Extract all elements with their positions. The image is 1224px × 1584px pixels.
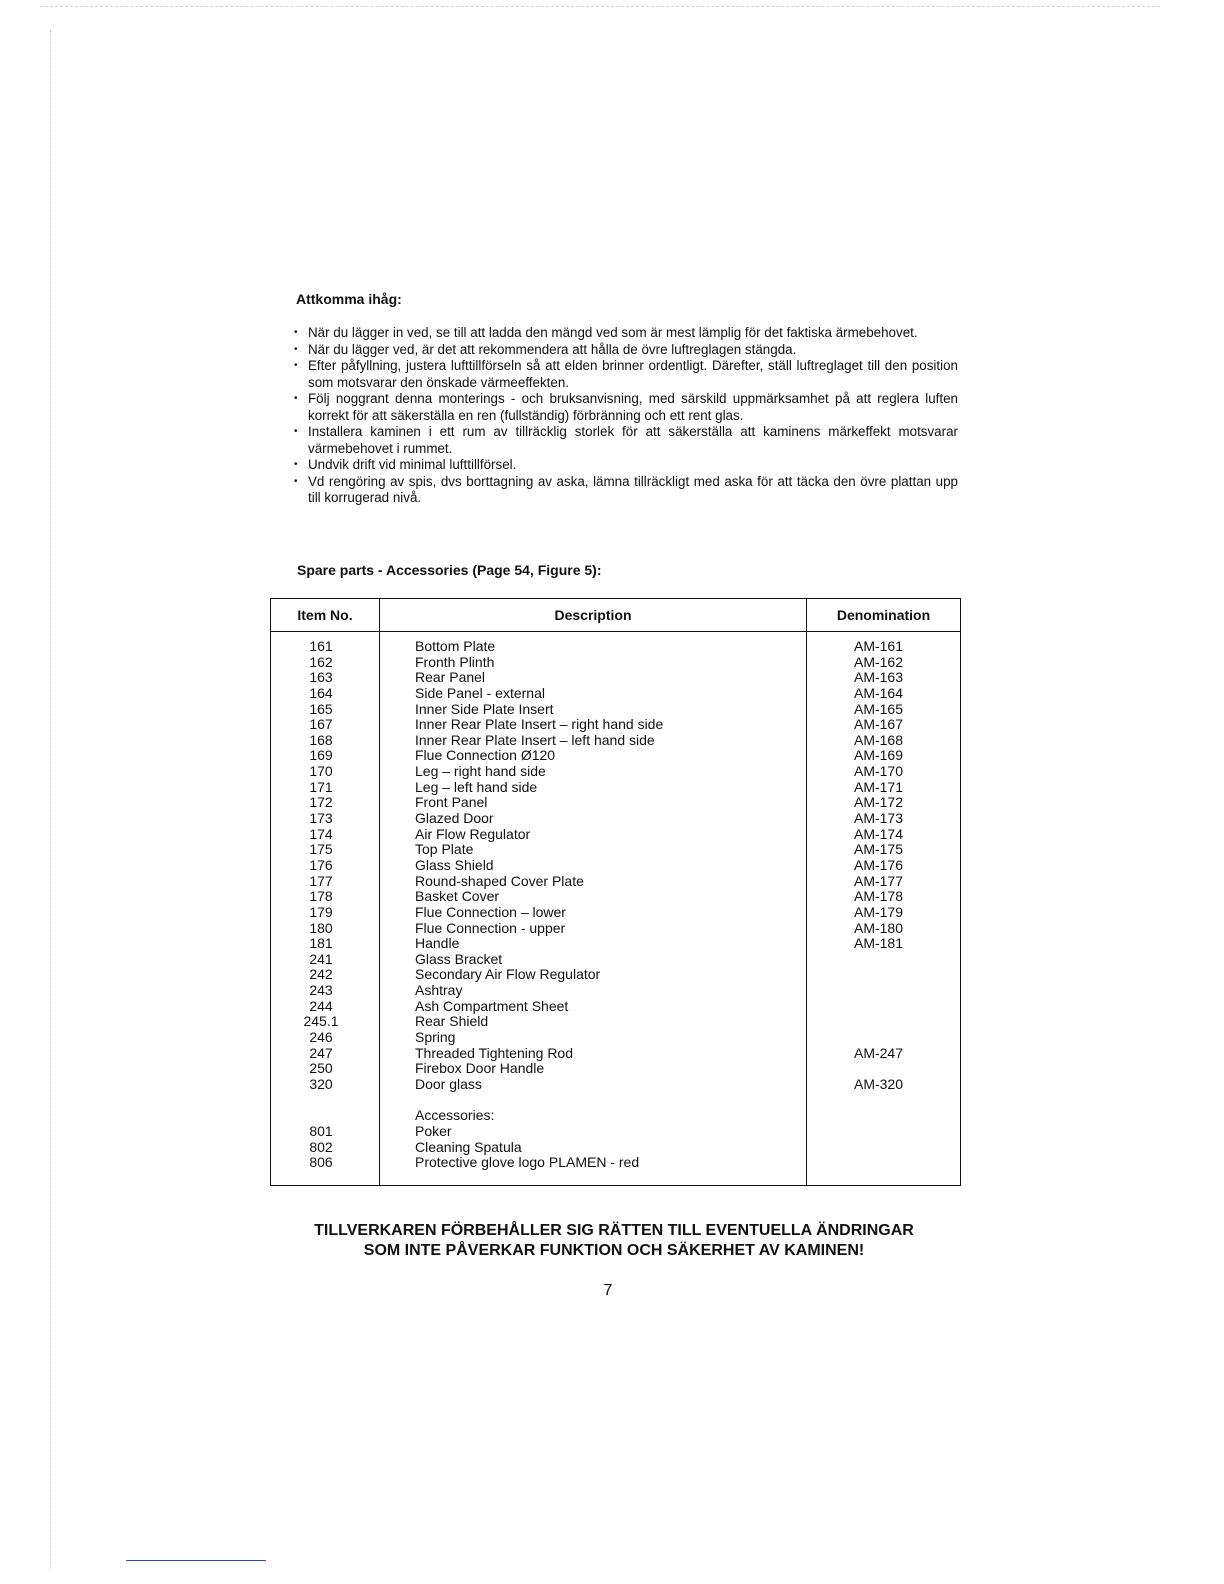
- scan-edge-top: [40, 6, 1160, 7]
- item-description: Flue Connection – lower: [415, 903, 566, 920]
- item-description: Spring: [415, 1029, 456, 1046]
- item-description: Door glass: [415, 1075, 482, 1092]
- item-denomination: AM-180: [853, 919, 904, 936]
- item-denomination: [808, 967, 959, 983]
- item-denomination: AM-169: [853, 747, 904, 764]
- item-denomination: AM-167: [853, 716, 904, 733]
- item-number: 163: [309, 669, 333, 686]
- item-description: Inner Side Plate Insert: [415, 700, 554, 717]
- item-number: 162: [309, 653, 333, 670]
- item-denomination: AM-164: [853, 684, 904, 701]
- item-description: Rear Shield: [415, 1013, 489, 1030]
- item-denomination: AM-176: [853, 856, 904, 873]
- item-denomination: AM-162: [853, 653, 904, 670]
- item-denomination: AM-181: [853, 935, 904, 952]
- item-denomination: AM-177: [853, 872, 904, 889]
- reminder-bullet: • När du lägger in ved, se till att ladda den mängd ved som är mest lämplig för det faktiska ärmebehovet.: [294, 325, 958, 342]
- item-number: 176: [309, 856, 333, 873]
- item-number: [272, 1108, 378, 1124]
- item-number: 169: [309, 747, 333, 764]
- item-number: 806: [309, 1154, 333, 1171]
- reminder-bullet: • Efter påfyllning, justera lufttillförseln så att elden brinner ordentligt. Därefter, ställ luftreglaget till den position som motsvarar den önskade värmeeffekten.: [294, 358, 958, 391]
- item-denomination: [808, 1030, 959, 1046]
- item-denomination: AM-320: [853, 1075, 904, 1092]
- item-description: Ash Compartment Sheet: [415, 997, 569, 1014]
- reminder-bullet: • Följ noggrant denna monterings - och bruksanvisning, med särskild uppmärksamhet på att reglera luften korrekt för att säkerställa en ren (fullständig) förbränning och ett rent glas.: [294, 391, 958, 424]
- reminder-bullet: • Vd rengöring av spis, dvs borttagning av aska, lämna tillräckligt med aska för att täcka den övre plattan upp till korrugerad nivå.: [294, 474, 958, 507]
- item-description: Glass Shield: [415, 856, 494, 873]
- item-denomination: [808, 1124, 959, 1140]
- item-number: 168: [309, 731, 333, 748]
- item-number: 161: [309, 638, 333, 654]
- description-column: [380, 632, 807, 1186]
- item-description: Leg – right hand side: [415, 763, 546, 780]
- item-denomination: AM-165: [853, 700, 904, 717]
- item-number: 245.1: [303, 1013, 339, 1030]
- item-description: Firebox Door Handle: [415, 1060, 545, 1077]
- item-number: 242: [309, 966, 333, 983]
- item-number: 243: [309, 982, 333, 999]
- item-number: 178: [309, 888, 333, 905]
- item-number: 164: [309, 684, 333, 701]
- item-number: 320: [309, 1075, 333, 1092]
- reminder-bullet: • Installera kaminen i ett rum av tillräcklig storlek för att säkerställa att kaminens märkeffekt motsvarar värmebehovet i rummet.: [294, 424, 958, 457]
- manufacturer-notice: [240, 1221, 988, 1261]
- item-description: [381, 1093, 805, 1109]
- item-description: Round-shaped Cover Plate: [415, 872, 584, 889]
- item-description: Bottom Plate: [415, 638, 496, 654]
- item-description: Glass Bracket: [415, 950, 503, 967]
- item-description: Side Panel - external: [415, 684, 545, 701]
- item-description: Protective glove logo PLAMEN - red: [415, 1154, 640, 1171]
- item-denomination: [808, 983, 959, 999]
- item-description: Top Plate: [415, 841, 474, 858]
- item-denomination: AM-247: [853, 1044, 904, 1061]
- item-denomination: [808, 1093, 959, 1109]
- item-number: 175: [309, 841, 333, 858]
- item-denomination: AM-163: [853, 669, 904, 686]
- item-number: 180: [309, 919, 333, 936]
- item-number: 802: [309, 1138, 333, 1155]
- item-description: Fronth Plinth: [415, 653, 495, 670]
- reminder-bullet: • Undvik drift vid minimal lufttillförsel.: [294, 457, 958, 474]
- item-number: 244: [309, 997, 333, 1014]
- item-denomination: AM-173: [853, 810, 904, 827]
- footnote-rule: [126, 1560, 266, 1561]
- item-number: 247: [309, 1044, 333, 1061]
- item-number: 174: [309, 825, 333, 842]
- item-denomination: AM-171: [853, 778, 904, 795]
- item-description: Rear Panel: [415, 669, 486, 686]
- item-denomination: [808, 1155, 959, 1171]
- item-number: 167: [309, 716, 333, 733]
- item-number: 246: [309, 1029, 333, 1046]
- item-number: 241: [309, 950, 333, 967]
- item-denomination: [808, 952, 959, 968]
- item-denomination: AM-179: [853, 903, 904, 920]
- item-denomination: AM-161: [853, 638, 904, 654]
- item-description: Flue Connection Ø120: [415, 747, 556, 764]
- item-denomination: [808, 1014, 959, 1030]
- reminder-bullet: • När du lägger ved, är det att rekommendera att hålla de övre luftreglagen stängda.: [294, 342, 958, 359]
- header-item-no: Item No.: [271, 599, 380, 632]
- header-description: Description: [380, 599, 807, 632]
- item-number: 177: [309, 872, 333, 889]
- item-denomination: [808, 1140, 959, 1156]
- item-description: Ashtray: [415, 982, 463, 999]
- item-number: 172: [309, 794, 333, 811]
- item-number: 801: [309, 1122, 333, 1139]
- item-description: Handle: [415, 935, 460, 952]
- item-description: Glazed Door: [415, 810, 494, 827]
- notice-line-2: SOM INTE PÅVERKAR FUNKTION OCH SÄKERHET AV KAMINEN!: [363, 1242, 865, 1259]
- item-number-column: [271, 632, 380, 1186]
- item-description: Accessories:: [415, 1107, 495, 1124]
- notice-line-1: TILLVERKAREN FÖRBEHÅLLER SIG RÄTTEN TILL EVENTUELLA ÄNDRINGAR: [314, 1222, 914, 1239]
- header-denomination: Denomination: [807, 599, 961, 632]
- spare-parts-table: [270, 598, 961, 1186]
- item-description: Air Flow Regulator: [415, 825, 531, 842]
- item-description: Leg – left hand side: [415, 778, 538, 795]
- denomination-column: [807, 632, 961, 1186]
- item-description: Cleaning Spatula: [415, 1138, 522, 1155]
- spare-parts-title: Spare parts - Accessories (Page 54, Figure 5):: [297, 562, 602, 578]
- item-description: Threaded Tightening Rod: [415, 1044, 573, 1061]
- item-number: 171: [309, 778, 333, 795]
- item-number: 170: [309, 763, 333, 780]
- item-description: Secondary Air Flow Regulator: [415, 966, 601, 983]
- page-number: 7: [603, 1282, 613, 1299]
- item-description: Basket Cover: [415, 888, 500, 905]
- item-description: Inner Rear Plate Insert – right hand side: [415, 716, 664, 733]
- item-number: 250: [309, 1060, 333, 1077]
- item-denomination: [808, 1061, 959, 1077]
- item-denomination: AM-170: [853, 763, 904, 780]
- item-description: Front Panel: [415, 794, 488, 811]
- item-denomination: AM-175: [853, 841, 904, 858]
- item-denomination: AM-172: [853, 794, 904, 811]
- item-description: Inner Rear Plate Insert – left hand side: [415, 731, 655, 748]
- item-number: 173: [309, 810, 333, 827]
- item-number: 181: [309, 935, 333, 952]
- item-denomination: [808, 1108, 959, 1124]
- item-denomination: AM-174: [853, 825, 904, 842]
- reminder-heading: Attkomma ihåg:: [296, 291, 402, 307]
- scan-edge-left: [50, 30, 51, 1570]
- item-description: Flue Connection - upper: [415, 919, 566, 936]
- item-denomination: AM-168: [853, 731, 904, 748]
- item-denomination: AM-178: [853, 888, 904, 905]
- item-number: [272, 1093, 378, 1109]
- item-description: Poker: [415, 1122, 452, 1139]
- reminder-list: [294, 325, 958, 507]
- item-number: 165: [309, 700, 333, 717]
- item-denomination: [808, 999, 959, 1015]
- item-number: 179: [309, 903, 333, 920]
